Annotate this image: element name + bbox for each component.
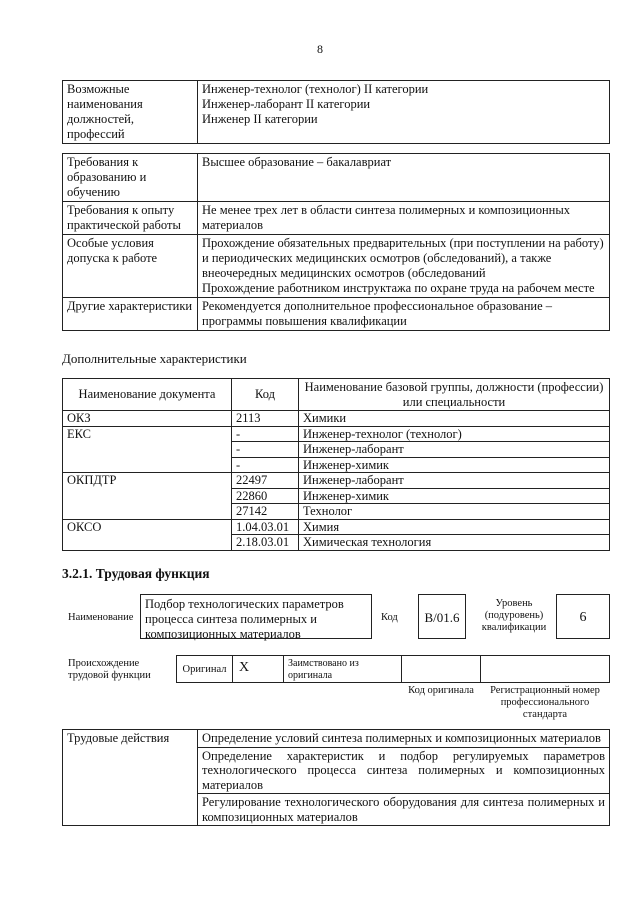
cell-name: Инженер-химик — [299, 488, 610, 504]
table-row — [63, 411, 610, 427]
cell-name: Инженер-лаборант — [299, 473, 610, 489]
cell-name: Инженер-лаборант — [299, 442, 610, 458]
header-document: Наименование документа — [63, 379, 232, 411]
cell-code: 22860 — [232, 488, 299, 504]
table-row — [63, 426, 610, 442]
cell-code: - — [232, 426, 299, 442]
cell-code: 1.04.03.01 — [232, 519, 299, 535]
cell-name: Технолог — [299, 504, 610, 520]
cell-code: 22497 — [232, 473, 299, 489]
requirement-line: Прохождение работником инструктажа по охране труда на рабочем месте — [202, 281, 595, 295]
cell-doc: ЕКС — [63, 426, 232, 473]
positions-label: Возможные наименования должностей, профессий — [63, 81, 198, 144]
cell-name: Инженер-химик — [299, 457, 610, 473]
borrowed-cell — [283, 655, 402, 683]
orig-code-label: Код оригинала — [408, 685, 474, 696]
cell-name: Химики — [299, 411, 610, 427]
cell-name: Химическая технология — [299, 535, 610, 551]
original-mark: X — [239, 660, 250, 675]
labor-actions-label: Трудовые действия — [63, 730, 198, 826]
section-heading: 3.2.1. Трудовая функция — [62, 566, 210, 581]
labor-action-item: Определение условий синтеза полимерных и композиционных материалов — [198, 730, 610, 748]
code-label: Код — [381, 612, 398, 623]
position-item: Инженер-технолог (технолог) II категории — [202, 82, 429, 96]
labor-actions-table — [62, 729, 610, 826]
cell-code: 27142 — [232, 504, 299, 520]
name-label: Наименование — [68, 612, 134, 623]
original-label: Оригинал — [182, 664, 227, 675]
header-name: Наименование базовой группы, должности (профессии) или специальности — [299, 379, 610, 411]
requirement-label: Другие характеристики — [63, 298, 198, 331]
borrowed-label: Заимствовано из оригинала — [288, 658, 359, 681]
origin-label: Происхождение трудовой функции — [68, 658, 151, 681]
cell-doc: ОКЗ — [63, 411, 232, 427]
requirement-value — [198, 202, 610, 235]
labor-action-item: Регулирование технологического оборудования для синтеза полимерных и композиционных материалов — [198, 794, 610, 826]
orig-code-cell — [401, 655, 481, 683]
page-number: 8 — [317, 42, 323, 56]
cell-doc: ОКСО — [63, 519, 232, 550]
labor-action-item: Определение характеристик и подбор регулируемых параметров технологического процесса синтеза полимерных и композиционных материалов — [198, 747, 610, 794]
function-name: Подбор технологических параметров процесса синтеза полимерных и композиционных материалов — [140, 594, 372, 639]
reg-number-label: Регистрационный номер профессионального стандарта — [490, 685, 600, 720]
positions-values — [198, 81, 610, 144]
requirement-label: Требования к образованию и обучению — [63, 154, 198, 202]
requirement-value — [198, 298, 610, 331]
additional-title: Дополнительные характеристики — [62, 351, 247, 366]
requirements-table — [62, 153, 610, 331]
requirement-line: Не менее трех лет в области синтеза полимерных и композиционных материалов — [202, 203, 570, 232]
position-item: Инженер-лаборант II категории — [202, 97, 371, 111]
table-row — [63, 519, 610, 535]
cell-code: - — [232, 442, 299, 458]
function-level: 6 — [556, 594, 610, 639]
cell-code: 2.18.03.01 — [232, 535, 299, 551]
original-cell — [176, 655, 233, 683]
positions-table — [62, 80, 610, 144]
cell-doc: ОКПДТР — [63, 473, 232, 520]
cell-code: 2113 — [232, 411, 299, 427]
function-code: B/01.6 — [418, 594, 466, 639]
header-code: Код — [232, 379, 299, 411]
requirement-value — [198, 154, 610, 202]
original-mark-cell — [232, 655, 284, 683]
requirement-line: Прохождение обязательных предварительных (при поступлении на работу) и периодических медицинских осмотров (обследований), а также внеочередных медицинских осмотров (обследований — [202, 236, 604, 280]
requirement-value — [198, 235, 610, 298]
table-row — [63, 473, 610, 489]
requirement-label: Особые условия допуска к работе — [63, 235, 198, 298]
requirement-line: Высшее образование – бакалавриат — [202, 155, 392, 169]
cell-code: - — [232, 457, 299, 473]
level-label: Уровень (подуровень) квалификации — [481, 598, 547, 633]
cell-name: Инженер-технолог (технолог) — [299, 426, 610, 442]
additional-table — [62, 378, 610, 551]
position-item: Инженер II категории — [202, 112, 318, 126]
requirement-label: Требования к опыту практической работы — [63, 202, 198, 235]
requirement-line: Рекомендуется дополнительное профессиональное образование – программы повышения квалификации — [202, 299, 553, 328]
cell-name: Химия — [299, 519, 610, 535]
reg-number-cell — [480, 655, 610, 683]
